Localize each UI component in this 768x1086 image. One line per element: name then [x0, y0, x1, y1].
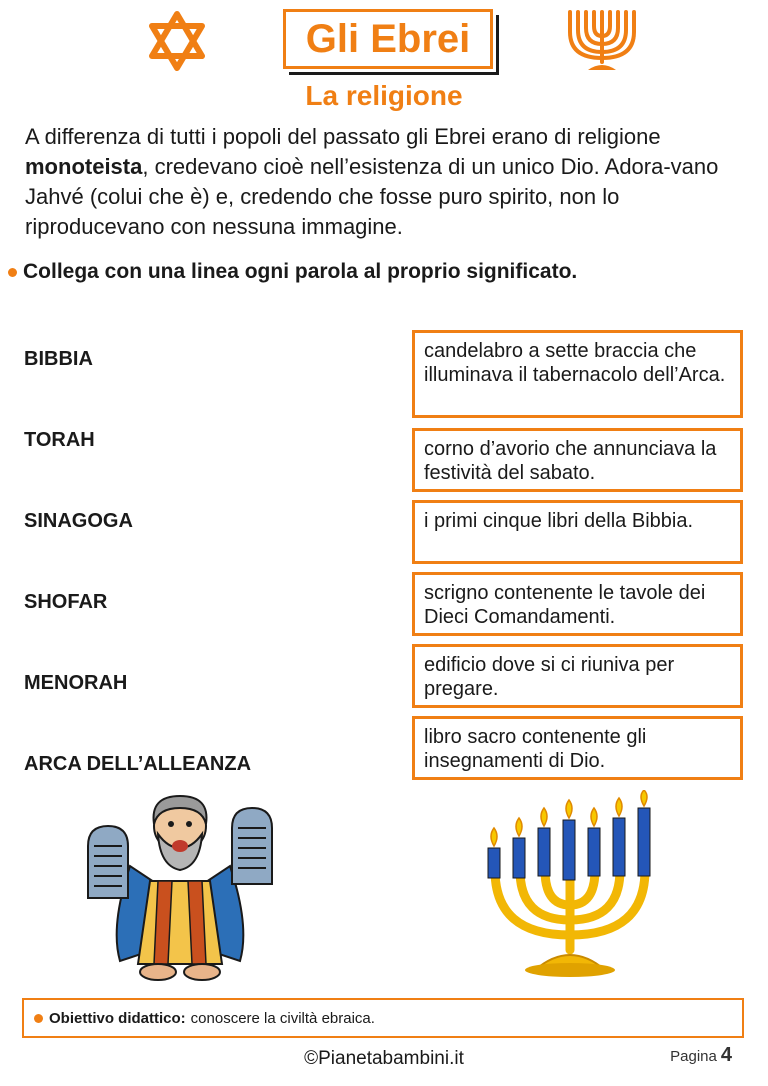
menorah-icon [566, 6, 638, 74]
term-sinagoga: SINAGOGA [24, 510, 133, 532]
intro-text-2: , credevano cioè nell’esistenza di un unico Dio. Adora-vano Jahvé (colui che è) e, credendo che fosse puro spirito, non lo riproducevano con nessuna immagine. [25, 154, 719, 239]
definition-box: edificio dove si ci riuniva per pregare. [412, 644, 743, 708]
instruction-text: Collega con una linea ogni parola al proprio significato. [23, 260, 578, 283]
term-arca: ARCA DELL’ALLEANZA [24, 753, 252, 775]
bullet-dot [34, 1014, 43, 1023]
intro-text-1: A differenza di tutti i popoli del passato gli Ebrei erano di religione [25, 124, 661, 149]
definition-box: candelabro a sette braccia che illuminava il tabernacolo dell’Arca. [412, 330, 743, 418]
term-shofar: SHOFAR [24, 591, 108, 613]
site-credit: ©Pianetabambini.it [304, 1048, 464, 1069]
page-number [670, 1044, 732, 1067]
objective-text: conoscere la civiltà ebraica. [190, 1009, 375, 1027]
intro-bold: monoteista [25, 154, 143, 179]
definition-box: libro sacro contenente gli insegnamenti di Dio. [412, 716, 743, 780]
page-title: Gli Ebrei [283, 9, 493, 69]
moses-illustration [80, 786, 280, 991]
bullet-dot [8, 268, 17, 277]
instruction [8, 260, 577, 284]
page-label: Pagina [670, 1048, 717, 1065]
objective-label: Obiettivo didattico: [49, 1009, 186, 1027]
definition-box: i primi cinque libri della Bibbia. [412, 500, 743, 564]
star-of-david-icon [146, 10, 208, 72]
page-number-value: 4 [720, 1044, 732, 1066]
menorah-illustration [465, 790, 675, 980]
intro-paragraph [25, 122, 745, 242]
definition-box: scrigno contenente le tavole dei Dieci Comandamenti. [412, 572, 743, 636]
objective-box [22, 998, 744, 1038]
term-menorah: MENORAH [24, 672, 128, 694]
definition-box: corno d’avorio che annunciava la festività del sabato. [412, 428, 743, 492]
term-torah: TORAH [24, 429, 95, 451]
page-subtitle: La religione [305, 80, 463, 111]
term-bibbia: BIBBIA [24, 348, 93, 370]
